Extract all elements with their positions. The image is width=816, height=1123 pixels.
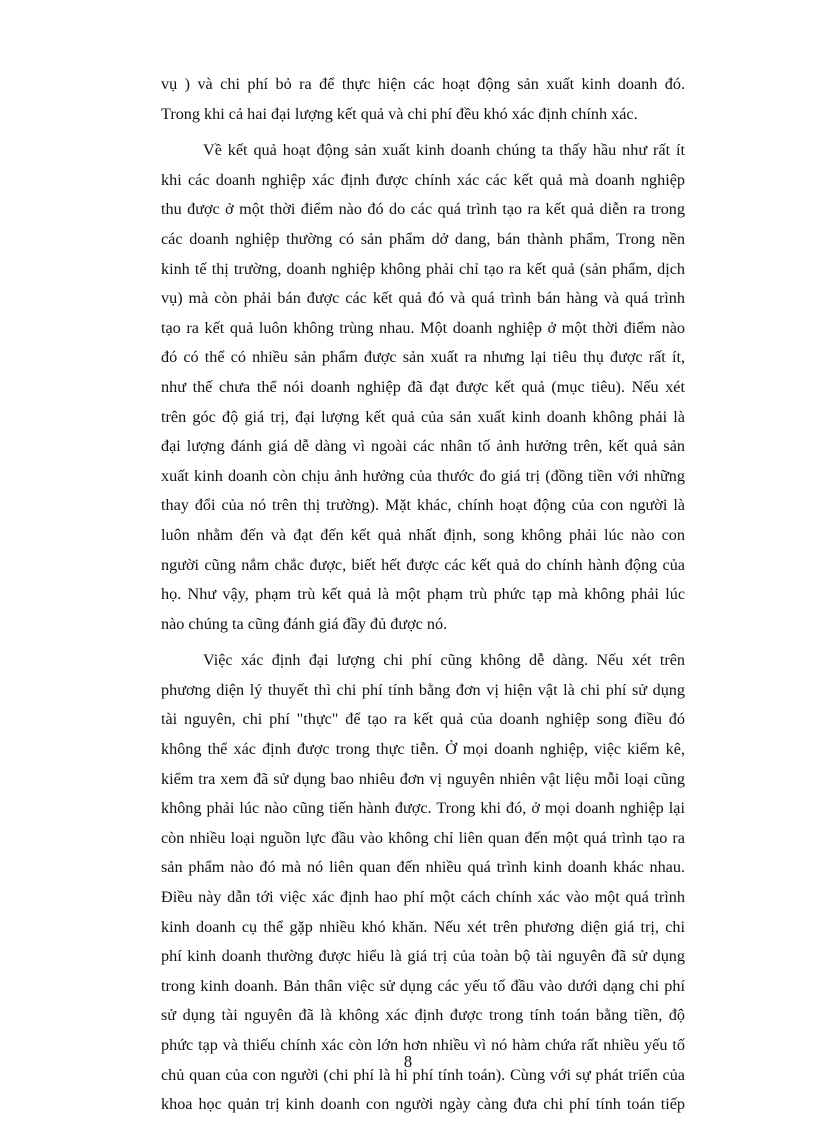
text-line: kinh tế thị trường, doanh nghiệp không phải chỉ tạo ra kết quả (sản phẩm, dịch (161, 259, 685, 278)
text-line: các doanh nghiệp thường có sản phẩm dở dang, bán thành phẩm, Trong nền (161, 229, 685, 248)
text-line: vụ) mà còn phải bán được các kết quả đó và quá trình bán hàng và quá trình (161, 289, 685, 308)
text-line: sử dụng tài nguyên đã là không xác định được trong tính toán bằng tiền, độ (161, 1006, 685, 1025)
text-line: trên góc độ giá trị, đại lượng kết quả của sản xuất kinh doanh không phải là (161, 407, 685, 426)
text-line: luôn nhằm đến và đạt đến kết quả nhất định, song không phải lúc nào con (161, 525, 685, 544)
text-line: không thể xác định được trong thực tiễn. Ở mọi doanh nghiệp, việc kiểm kê, (161, 740, 685, 759)
text-line: sản phẩm nào đó mà nó liên quan đến nhiều quá trình kinh doanh khác nhau. (161, 858, 685, 877)
text-line: trong kinh doanh. Bản thân việc sử dụng các yếu tố đầu vào dưới dạng chi phí (161, 976, 685, 995)
text-line: kinh doanh cụ thể gặp nhiều khó khăn. Nếu xét trên phương diện giá trị, chi (161, 917, 685, 936)
text-line: phức tạp và thiếu chính xác còn lớn hơn nhiều vì nó hàm chứa rất nhiều yếu tố (161, 1036, 685, 1054)
text-line: không phải lúc nào cũng tiến hành được. Trong khi đó, ở mọi doanh nghiệp lại (161, 799, 685, 818)
text-line: phí kinh doanh thường được hiểu là giá trị của toàn bộ tài nguyên đã sử dụng (161, 947, 685, 966)
text-line: Trong khi cả hai đại lượng kết quả và chi phí đều khó xác định chính xác. (161, 104, 638, 123)
text-line: còn nhiều loại nguồn lực đầu vào không chỉ liên quan đến một quá trình tạo ra (161, 828, 685, 847)
text-line: Điều này dẫn tới việc xác định hao phí một cách chính xác vào một quá trình (161, 888, 685, 907)
text-line: như thế chưa thể nói doanh nghiệp đã đạt được kết quả (mục tiêu). Nếu xét (161, 377, 685, 396)
text-line: đó có thể có nhiều sản phẩm được sản xuất ra nhưng lại tiêu thụ được rất ít, (161, 348, 685, 367)
text-line: xuất kinh doanh còn chịu ảnh hưởng của thước đo giá trị (đồng tiền với những (161, 466, 685, 485)
text-line: Việc xác định đại lượng chi phí cũng không dễ dàng. Nếu xét trên (203, 651, 685, 670)
text-line: thay đổi của nó trên thị trường). Mặt khác, chính hoạt động của con người là (161, 496, 685, 515)
text-line: người cũng nắm chắc được, biết hết được các kết quả do chính hành động của (161, 555, 685, 574)
text-line: họ. Như vậy, phạm trù kết quả là một phạm trù phức tạp mà không phải lúc (161, 585, 685, 604)
text-line: khoa học quản trị kinh doanh con người ngày càng đưa chi phí tính toán tiếp (161, 1095, 685, 1114)
text-line: vụ ) và chi phí bỏ ra để thực hiện các hoạt động sản xuất kinh doanh đó. (161, 75, 685, 93)
paragraph-continuation (161, 70, 685, 129)
text-line: kiểm tra xem đã sử dụng bao nhiêu đơn vị nguyên nhiên vật liệu mỗi loại cũng (161, 769, 685, 788)
text-line: nào chúng ta cũng đánh giá đầy đủ được nó. (161, 614, 448, 633)
text-line: tạo ra kết quả luôn không trùng nhau. Một doanh nghiệp ở một thời điểm nào (161, 318, 685, 337)
paragraph-results (161, 136, 685, 639)
text-line: khi các doanh nghiệp xác định được chính xác các kết quả mà doanh nghiệp (161, 170, 685, 189)
text-line: chủ quan của con người (chi phí là hi phí tính toán). Cùng với sự phát triển của (161, 1065, 685, 1084)
page-number: 8 (403, 1052, 413, 1071)
text-line: đại lượng đánh giá dễ dàng vì ngoài các nhân tố ảnh hưởng trên, kết quả sản (161, 437, 685, 456)
paragraph-costs (161, 646, 685, 1120)
text-line: tài nguyên, chi phí "thực" để tạo ra kết quả của doanh nghiệp song điều đó (161, 710, 685, 729)
text-line: thu được ở một thời điểm nào đó do các quá trình tạo ra kết quả diễn ra trong (161, 200, 685, 219)
page-body (161, 70, 685, 1120)
text-line: Về kết quả hoạt động sản xuất kinh doanh chúng ta thấy hầu như rất ít (203, 141, 685, 160)
text-line: phương diện lý thuyết thì chi phí tính bằng đơn vị hiện vật là chi phí sử dụng (161, 680, 685, 699)
